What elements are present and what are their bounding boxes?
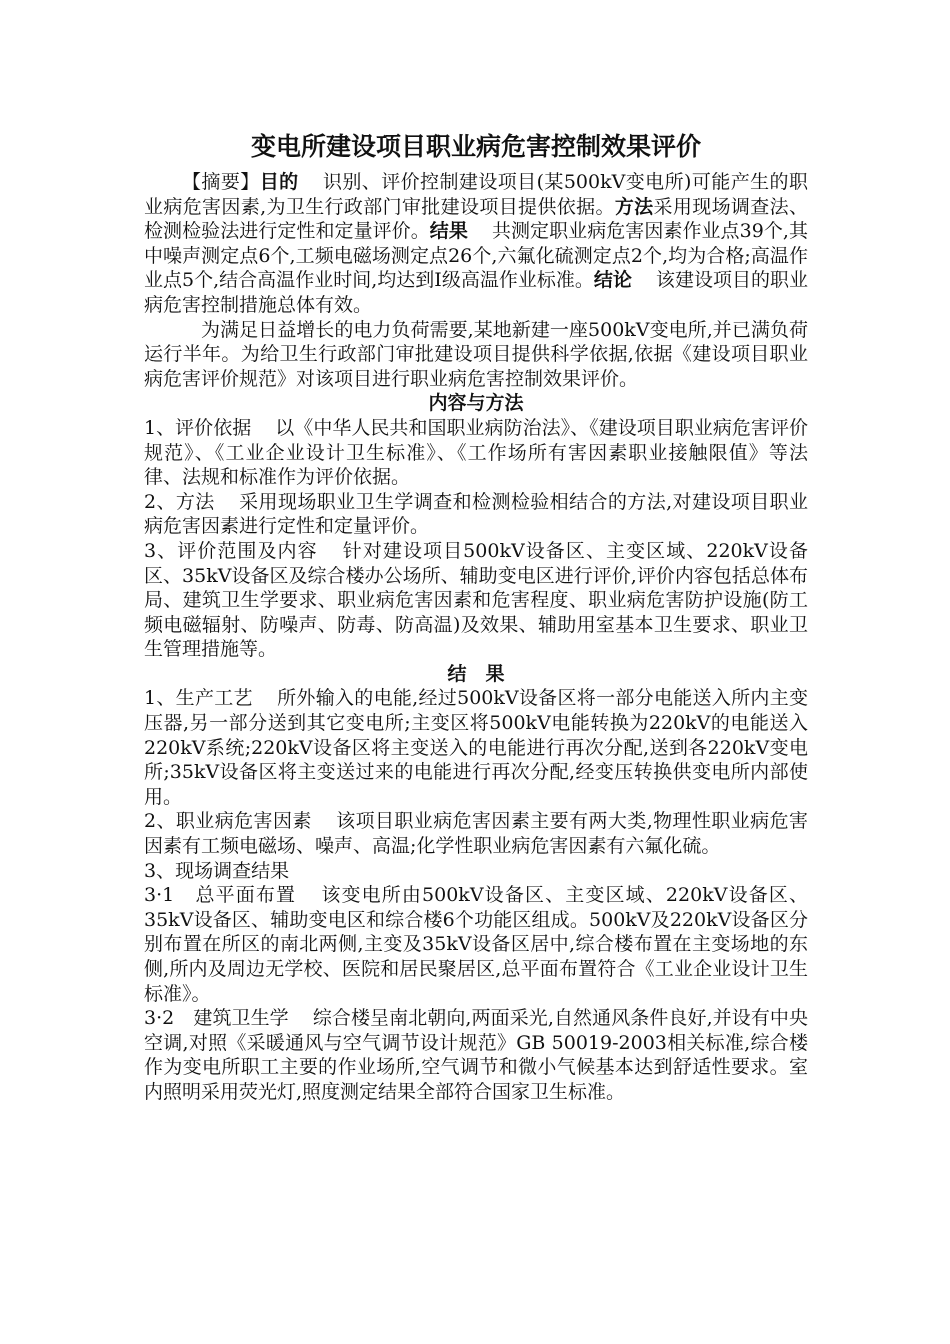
- abstract-method-text: 采用现场调查法、检测检验法进行定性和定量评价。: [144, 195, 808, 243]
- methods-item: [144, 490, 808, 539]
- methods-item-label: 1、评价依据: [144, 416, 252, 439]
- methods-item: [144, 539, 808, 662]
- methods-item-text: 针对建设项目500kV设备区、主变区域、220kV设备区、35kV设备区及综合楼办公场所、辅助变电区进行评价,评价内容包括总体布局、建筑卫生学要求、职业病危害因素和危害程度、职业病危害防护设施(防工频电磁辐射、防噪声、防毒、防高温)及效果、辅助用室基本卫生要求、职业卫生管理措施等。: [144, 539, 808, 661]
- results-item-text: 该项目职业病危害因素主要有两大类,物理性职业病危害因素有工频电磁场、噪声、高温;化学性职业病危害因素有六氟化硫。: [144, 810, 808, 858]
- abstract-bracket-label: 【摘要】: [182, 171, 260, 193]
- section-heading-results: 结 果: [447, 662, 505, 685]
- abstract-conclusion-text: 该建设项目的职业病危害控制措施总体有效。: [144, 269, 808, 316]
- abstract-purpose-text: 识别、评价控制建设项目(某500kV变电所)可能产生的职业病危害因素,为卫生行政部门审批建设项目提供依据。: [144, 171, 808, 218]
- abstract-result-text: 共测定职业病危害因素作业点39个,其中噪声测定点6个,工频电磁场测定点26个,六氟化硫测定点2个,均为合格;高温作业点5个,结合高温作业时间,均达到Ⅰ级高温作业标准。: [144, 220, 808, 292]
- intro-paragraph: 为满足日益增长的电力负荷需要,某地新建一座500kV变电所,并已满负荷运行半年。为给卫生行政部门审批建设项目提供科学依据,依据《建设项目职业病危害评价规范》对该项目进行职业病危害控制效果评价。: [144, 318, 808, 390]
- results-item: [144, 686, 808, 809]
- methods-item-text: 采用现场职业卫生学调查和检测检验相结合的方法,对建设项目职业病危害因素进行定性和定量评价。: [144, 490, 809, 538]
- section-heading-methods: 内容与方法: [428, 392, 524, 415]
- abstract-paragraph: [144, 170, 808, 318]
- results-item-label: 2、职业病危害因素: [144, 810, 312, 833]
- methods-item-text: 以《中华人民共和国职业病防治法》、《建设项目职业病危害评价规范》、《工业企业设计卫生标准》、《工作场所有害因素职业接触限值》等法律、法规和标准作为评价依据。: [144, 416, 808, 489]
- results-item: [144, 1006, 808, 1104]
- methods-item: [144, 416, 808, 490]
- methods-item-label: 3、评价范围及内容: [144, 539, 318, 562]
- results-item: [144, 883, 808, 1006]
- abstract-purpose-label: 目的: [259, 171, 299, 193]
- results-item-text: 所外输入的电能,经过500kV设备区将一部分电能送入所内主变压器,另一部分送到其它变电所;主变区将500kV电能转换为220kV的电能送入220kV系统;220kV设备区将主变送入的电能进行再次分配,送到各220kV变电所;35kV设备区将主变送过来的电能进行再次分配,经变压转换供变电所内部使用。: [144, 687, 808, 808]
- results-item-label: 3·1 总平面布置: [144, 884, 297, 907]
- results-item-label: 3、现场调查结果: [144, 859, 290, 882]
- results-item-label: 1、生产工艺: [144, 687, 253, 710]
- methods-item-label: 2、方法: [144, 490, 215, 513]
- results-item-text: 综合楼呈南北朝向,两面采光,自然通风条件良好,并设有中央空调,对照《采暖通风与空气调节设计规范》GB 50019-2003相关标准,综合楼作为变电所职工主要的作业场所,空气调节和微小气候基本达到舒适性要求。室内照明采用荧光灯,照度测定结果全部符合国家卫生标准。: [144, 1007, 808, 1103]
- results-item: [144, 859, 808, 884]
- results-item: [144, 809, 808, 858]
- results-item-label: 3·2 建筑卫生学: [144, 1007, 289, 1030]
- abstract-method-label: 方法: [614, 195, 654, 218]
- results-item-text: 该变电所由500kV设备区、主变区域、220kV设备区、35kV设备区、辅助变电区和综合楼6个功能区组成。500kV及220kV设备区分别布置在所区的南北两侧,主变及35kV设备区居中,综合楼布置在主变场地的东侧,所内及周边无学校、医院和居民聚居区,总平面布置符合《工业企业设计卫生标准》。: [144, 884, 808, 1005]
- abstract-result-label: 结果: [429, 220, 468, 243]
- abstract-conclusion-label: 结论: [593, 269, 632, 292]
- document-page: [144, 130, 808, 1105]
- document-title: 变电所建设项目职业病危害控制效果评价: [250, 132, 701, 161]
